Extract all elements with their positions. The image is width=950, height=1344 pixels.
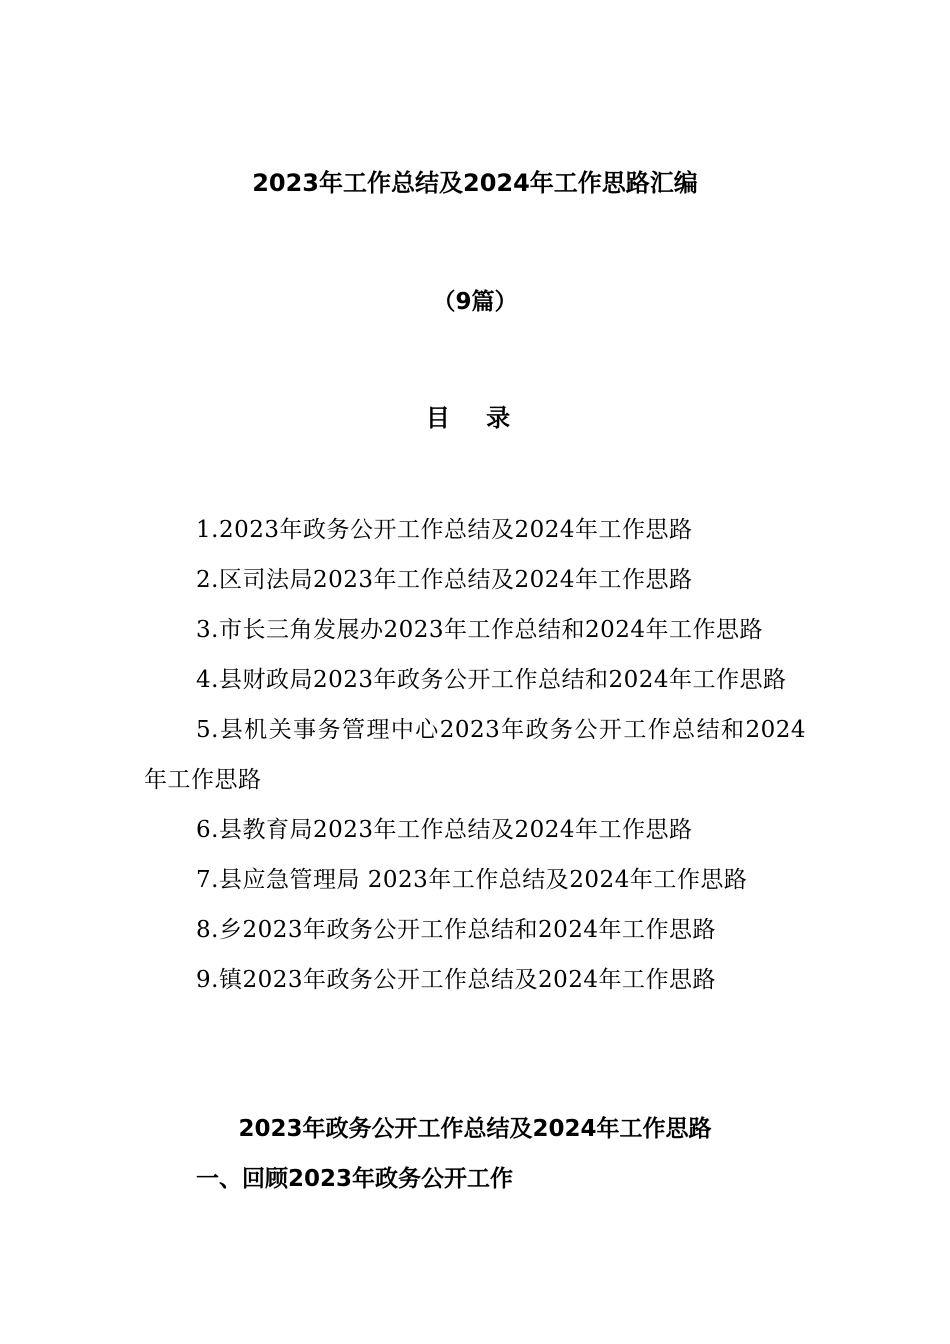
toc-item-9: 9.镇2023年政务公开工作总结及2024年工作思路 — [196, 967, 717, 993]
section-title: 2023年政务公开工作总结及2024年工作思路 — [238, 1116, 712, 1142]
toc-item-3: 3.市长三角发展办2023年工作总结和2024年工作思路 — [196, 617, 764, 643]
toc-item-1: 1.2023年政务公开工作总结及2024年工作思路 — [196, 517, 693, 543]
toc-item-4: 4.县财政局2023年政务公开工作总结和2024年工作思路 — [196, 667, 787, 693]
toc-item-7: 7.县应急管理局 2023年工作总结及2024年工作思路 — [196, 867, 748, 893]
toc-item-6: 6.县教育局2023年工作总结及2024年工作思路 — [196, 817, 693, 843]
subsection-title: 一、回顾2023年政务公开工作 — [196, 1166, 514, 1192]
toc-item-8: 8.乡2023年政务公开工作总结和2024年工作思路 — [196, 917, 717, 943]
toc-item-2: 2.区司法局2023年工作总结及2024年工作思路 — [196, 567, 693, 593]
toc-item-5: 5.县机关事务管理中心2023年政务公开工作总结和2024年工作思路 — [144, 717, 806, 793]
article-count: （9篇） — [432, 289, 518, 315]
document-title: 2023年工作总结及2024年工作思路汇编 — [252, 169, 698, 197]
table-of-contents — [144, 505, 806, 1005]
toc-heading: 目 录 — [425, 404, 525, 432]
